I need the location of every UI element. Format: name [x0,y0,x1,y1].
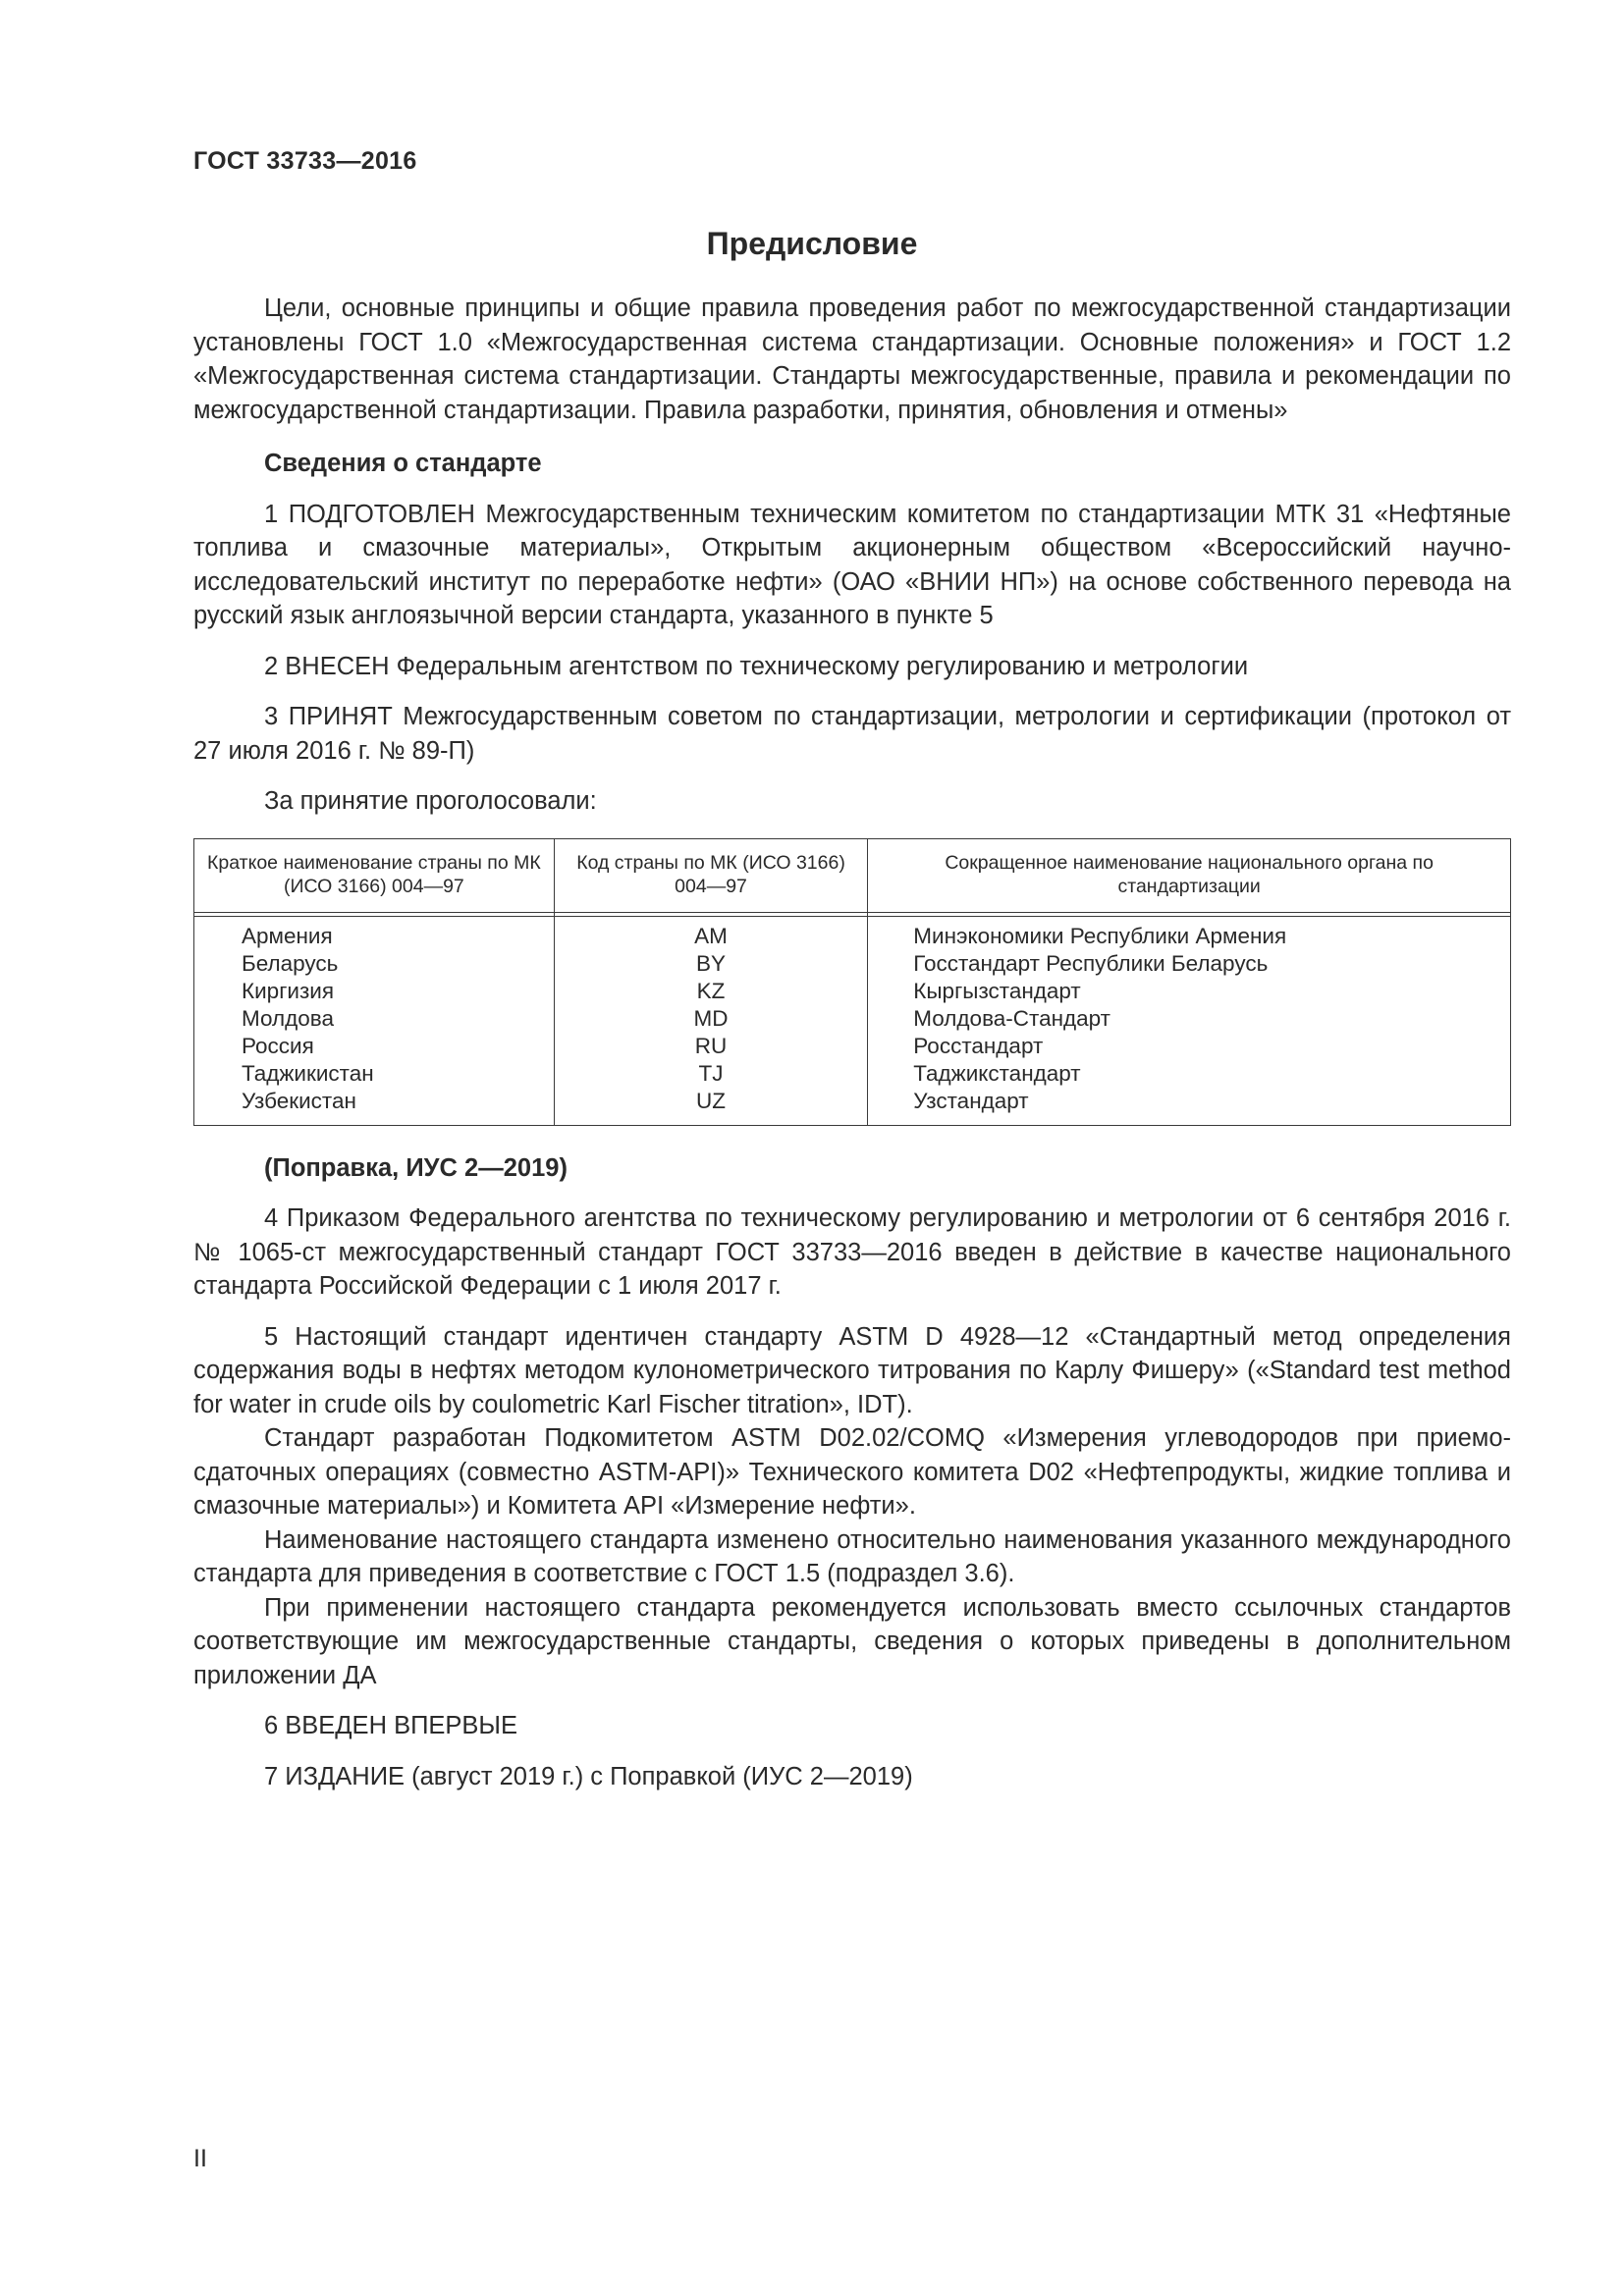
item-3: 3 ПРИНЯТ Межгосударственным советом по стандартизации, метрологии и сертификации (протокол от 27 июля 2016 г. № 89-П) [193,703,1511,765]
table-body-row [194,917,1511,1126]
item-5-developer: Стандарт разработан Подкомитетом ASTM D02.02/COMQ «Измерения углеводородов при приемо-сдаточных операциях (совместно ASTM-API)» Технического комитета D02 «Нефтепродукты, жидкие топлива и смазочные материалы») и Комитета API «Измерение нефти». [193,1424,1511,1520]
table-header-code: Код страны по МК (ИСО 3166) 004—97 [554,838,868,908]
preface-body [193,292,1511,1793]
item-4: 4 Приказом Федерального агентства по техническому регулированию и метрологии от 6 сентября 2016 г. № 1065-ст межгосударственный стандарт ГОСТ 33733—2016 введен в действие в качестве национального стандарта Российской Федерации с 1 июля 2017 г. [193,1204,1511,1300]
table-cell-code: BY [696,950,727,976]
table-header-rule [194,908,1511,917]
table-cell-code: UZ [696,1088,727,1113]
item-7: 7 ИЗДАНИЕ (август 2019 г.) с Поправкой (ИУС 2—2019) [264,1762,913,1790]
table-cell-code: KZ [696,978,726,1003]
table-cell-country: Россия [242,1033,314,1058]
table-cell-code: AM [694,923,728,948]
item-5-reference-standards: При применении настоящего стандарта рекомендуется использовать вместо ссылочных стандартов соответствующие им межгосударственные стандарты, сведения о которых приведены в дополнительном приложении ДА [193,1593,1511,1689]
table-cell-authority: Молдова-Стандарт [913,1005,1110,1031]
table-cell-country: Киргизия [242,978,335,1003]
code-column [554,917,868,1126]
item-2: 2 ВНЕСЕН Федеральным агентством по техническому регулированию и метрологии [264,652,1249,680]
table-cell-country: Таджикистан [242,1060,374,1086]
page-title: Предисловие [706,226,918,261]
document-code: ГОСТ 33733—2016 [193,147,417,175]
table-header-authority: Сокращенное наименование национального органа по стандартизации [868,838,1511,908]
table-cell-country: Беларусь [242,950,339,976]
table-cell-authority: Кыргызстандарт [913,978,1081,1003]
table-cell-authority: Росстандарт [913,1033,1044,1058]
amendment-note: (Поправка, ИУС 2—2019) [264,1153,568,1182]
item-5-title-change: Наименование настоящего стандарта изменено относительно наименования указанного международного стандарта для приведения в соответствие с ГОСТ 1.5 (подраздел 3.6). [193,1525,1511,1587]
table-header-row [194,838,1511,908]
table-cell-country: Узбекистан [242,1088,356,1113]
table-cell-authority: Госстандарт Республики Беларусь [913,950,1269,976]
table-cell-code: TJ [698,1060,724,1086]
item-1: 1 ПОДГОТОВЛЕН Межгосударственным техническим комитетом по стандартизации МТК 31 «Нефтяные топлива и смазочные материалы», Открытым акционерным обществом «Всероссийский научно-исследовательский институт по переработке нефти» (ОАО «ВНИИ НП») на основе собственного перевода на русский язык англоязычной версии стандарта, указанного в пункте 5 [193,500,1511,629]
vote-intro: За принятие проголосовали: [264,787,597,815]
voters-table [193,838,1511,1126]
authority-column [868,917,1511,1126]
table-cell-country: Армения [242,923,333,948]
page-number: II [193,2145,207,2172]
table-cell-country: Молдова [242,1005,334,1031]
country-column [194,917,555,1126]
table-cell-code: RU [694,1033,728,1058]
table-cell-authority: Узстандарт [913,1088,1029,1113]
item-5: 5 Настоящий стандарт идентичен стандарту ASTM D 4928—12 «Стандартный метод определения содержания воды в нефтях методом кулонометрического титрования по Карлу Фишеру» («Standard test method for water in crude oils by coulometric Karl Fischer titration», IDT). [193,1322,1511,1418]
table-cell-code: MD [693,1005,729,1031]
table-header-country: Краткое наименование страны по МК (ИСО 3166) 004—97 [194,838,555,908]
intro-paragraph: Цели, основные принципы и общие правила проведения работ по межгосударственной стандартизации установлены ГОСТ 1.0 «Межгосударственная система стандартизации. Основные положения» и ГОСТ 1.2 «Межгосударственная система стандартизации. Стандарты межгосударственные, правила и рекомендации по межгосударственной стандартизации. Правила разработки, принятия, обновления и отмены» [193,294,1511,424]
info-heading: Сведения о стандарте [264,450,542,477]
item-6: 6 ВВЕДЕН ВПЕРВЫЕ [264,1712,518,1739]
table-cell-authority: Таджикстандарт [913,1060,1081,1086]
table-cell-authority: Минэкономики Республики Армения [913,923,1287,948]
